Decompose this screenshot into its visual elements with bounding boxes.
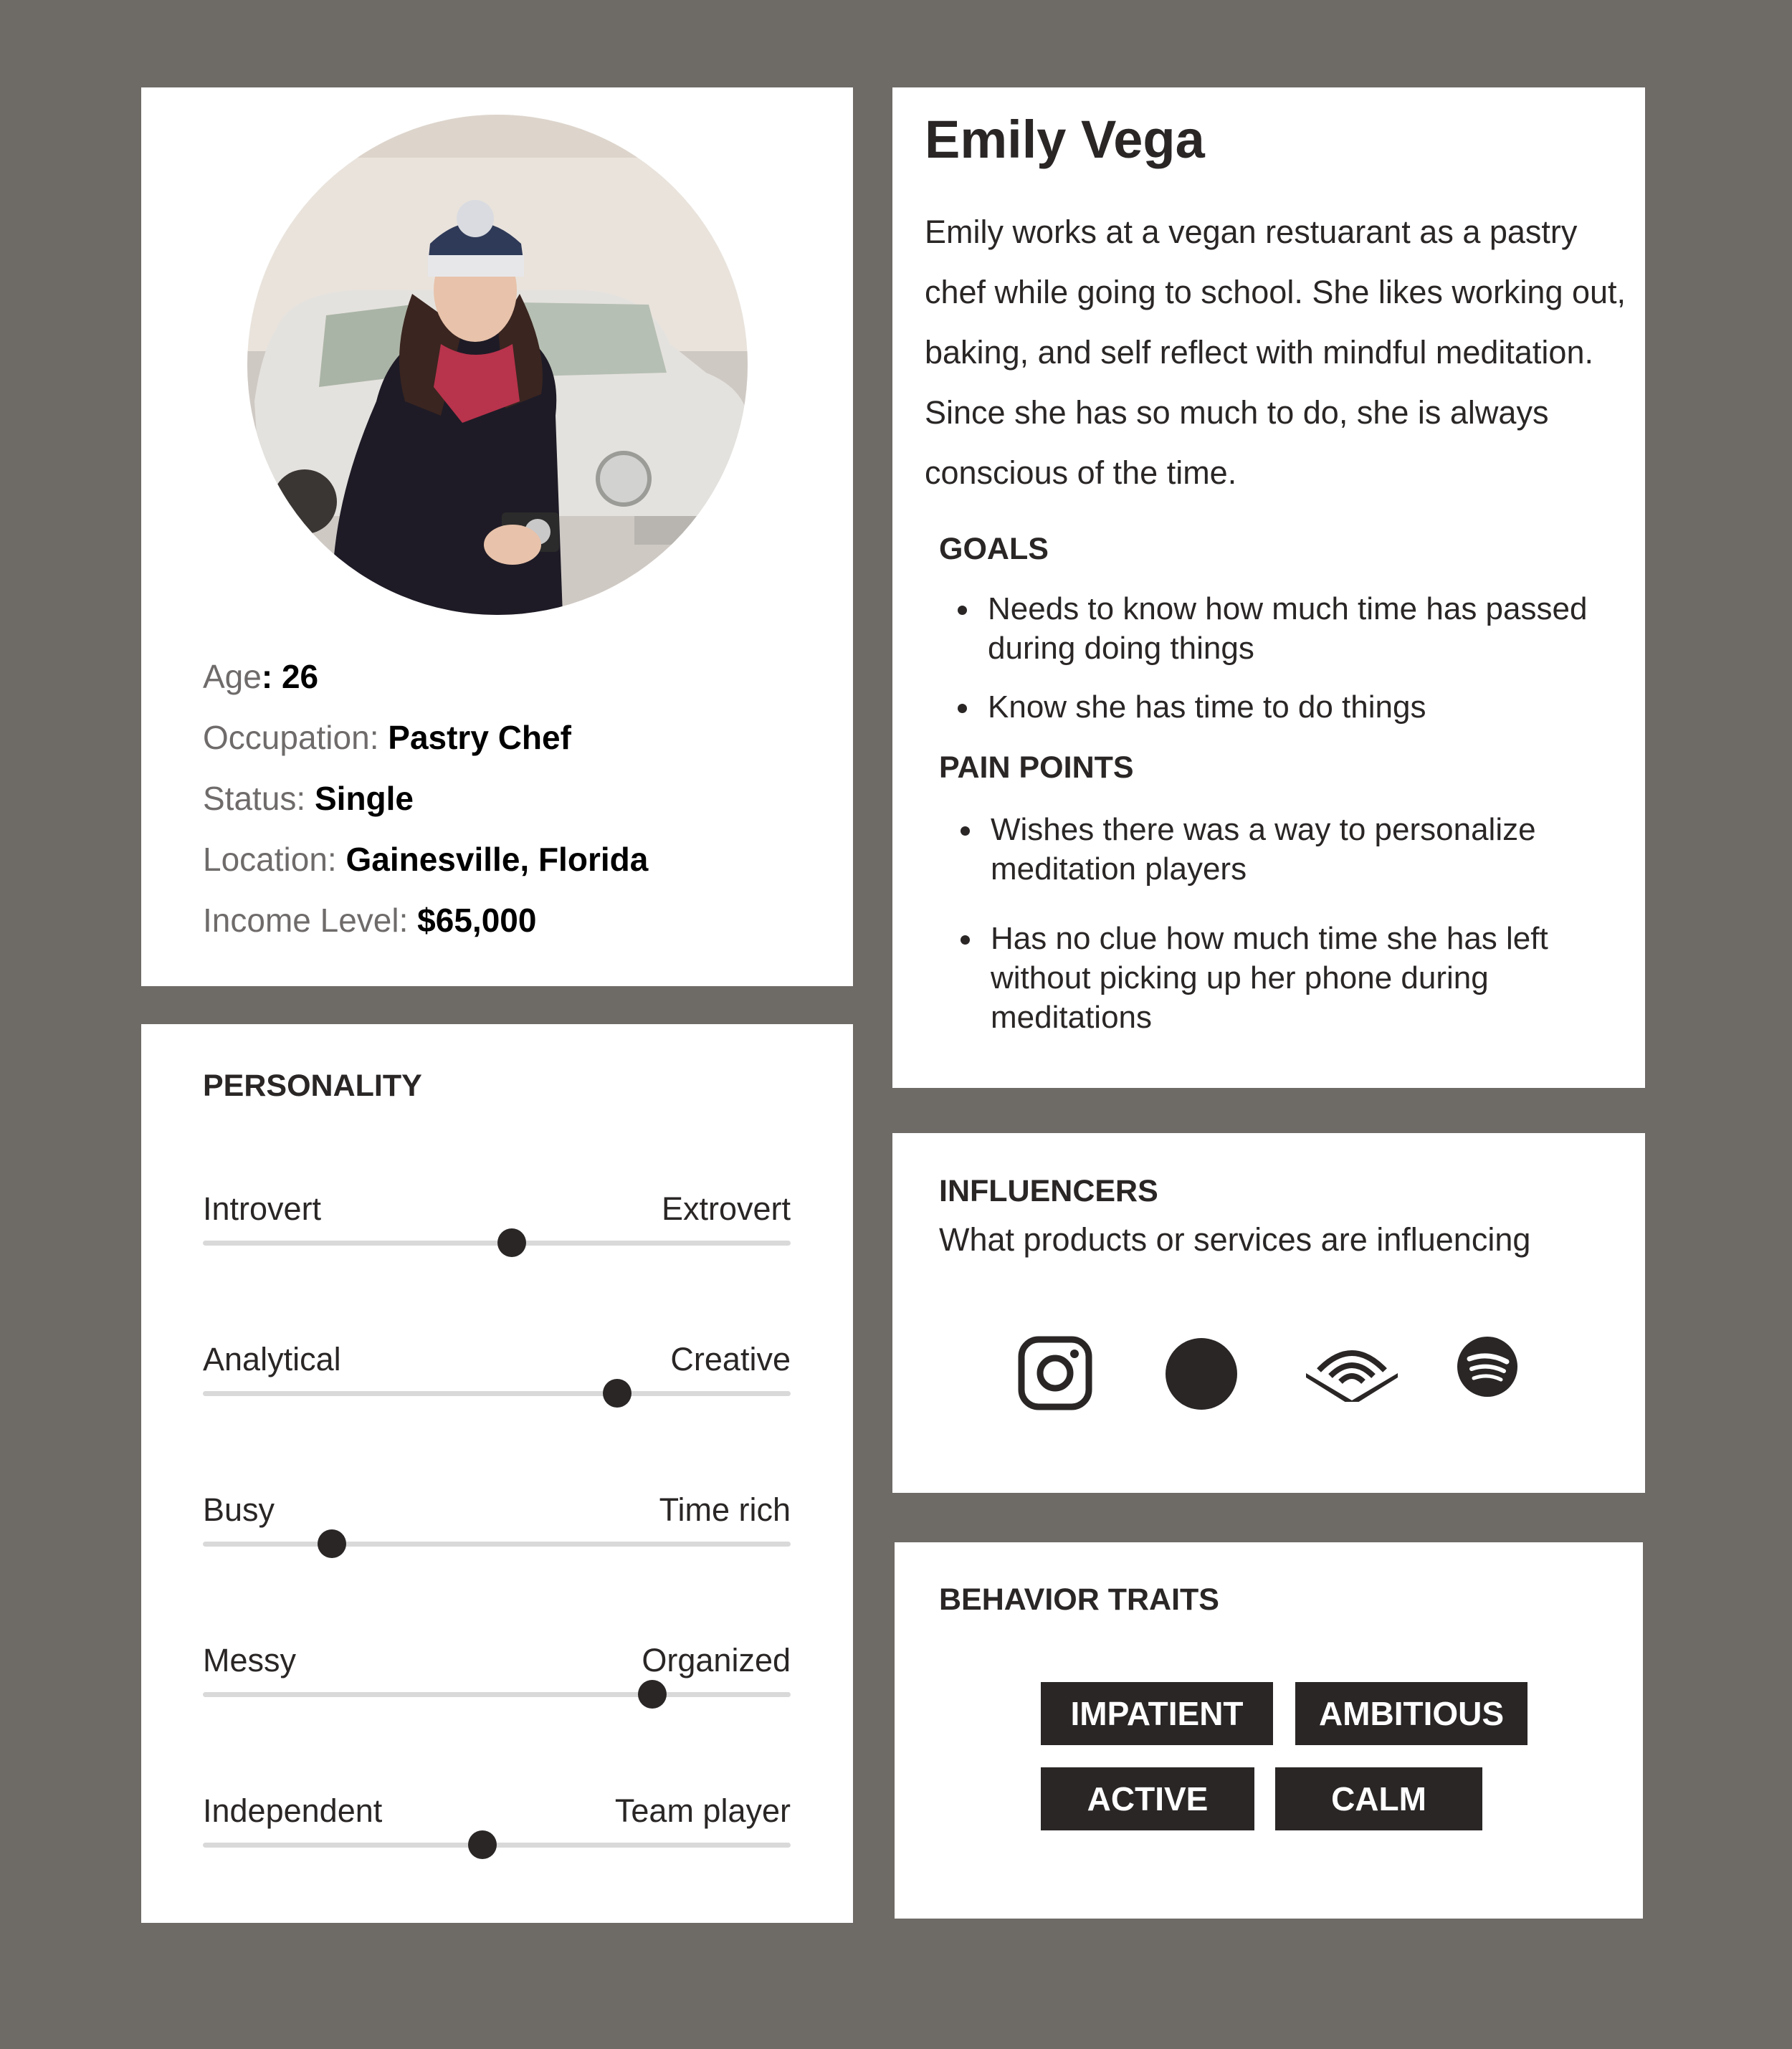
fact-label: Location [203, 841, 328, 878]
personality-title: PERSONALITY [203, 1069, 422, 1103]
slider-knob[interactable] [638, 1680, 667, 1709]
slider-analytical-creative[interactable] [203, 1341, 791, 1413]
fact-label: Status [203, 780, 297, 817]
influencers-card [892, 1133, 1645, 1493]
slider-left-label: Independent [203, 1792, 383, 1829]
behavior-traits-title: BEHAVIOR TRAITS [939, 1582, 1219, 1617]
personality-card [141, 1024, 853, 1923]
fact-value: 26 [281, 658, 319, 695]
slider-busy-time-rich[interactable] [203, 1491, 791, 1563]
slider-knob[interactable] [603, 1379, 632, 1408]
bio-card [892, 87, 1645, 1088]
goal-item: Needs to know how much time has passed during doing things [988, 589, 1604, 668]
fact-separator: : [296, 780, 315, 817]
trait-tag: ACTIVE [1041, 1767, 1254, 1830]
slider-left-label: Analytical [203, 1341, 341, 1377]
fact-separator: : [369, 719, 389, 756]
profile-card [141, 87, 853, 986]
fact-value: Single [314, 780, 414, 817]
fact-separator: : [327, 841, 346, 878]
slider-right-label: Extrovert [661, 1190, 791, 1227]
pain-points-list [991, 810, 1621, 1037]
slider-right-label: Team player [614, 1792, 791, 1829]
goals-list [988, 589, 1604, 727]
slider-left-label: Introvert [203, 1190, 322, 1227]
fact-separator: : [399, 902, 418, 939]
persona-name: Emily Vega [925, 110, 1205, 169]
slider-knob[interactable] [497, 1228, 526, 1257]
slider-messy-organized[interactable] [203, 1642, 791, 1714]
goal-item: Know she has time to do things [988, 687, 1604, 727]
pain-point-item: Wishes there was a way to personalize meditation players [991, 810, 1621, 889]
slider-track[interactable] [203, 1542, 791, 1547]
fact-label: Age [203, 658, 262, 695]
profile-photo [247, 115, 748, 615]
influencers-title: INFLUENCERS [939, 1174, 1158, 1208]
behavior-traits-card [895, 1542, 1643, 1919]
trait-tag: IMPATIENT [1041, 1682, 1273, 1745]
slider-track[interactable] [203, 1843, 791, 1848]
slider-track[interactable] [203, 1241, 791, 1246]
audible-icon[interactable] [1305, 1344, 1399, 1402]
circle-app-icon[interactable] [1165, 1337, 1238, 1410]
slider-left-label: Messy [203, 1642, 297, 1678]
fact-occupation [203, 707, 648, 768]
slider-knob[interactable] [468, 1830, 497, 1859]
slider-introvert-extrovert[interactable] [203, 1190, 791, 1262]
fact-age [203, 646, 648, 707]
slider-track[interactable] [203, 1391, 791, 1396]
fact-label: Income Level [203, 902, 399, 939]
slider-independent-team-player[interactable] [203, 1792, 791, 1864]
fact-value: $65,000 [417, 902, 537, 939]
spotify-icon[interactable] [1457, 1336, 1518, 1398]
profile-facts [203, 646, 648, 951]
slider-right-label: Creative [670, 1341, 791, 1377]
profile-photo-illustration [247, 115, 748, 615]
slider-right-label: Time rich [659, 1491, 791, 1528]
goals-title: GOALS [939, 532, 1049, 566]
pain-points-title: PAIN POINTS [939, 750, 1134, 785]
fact-value: Pastry Chef [388, 719, 571, 756]
bio-text: Emily works at a vegan restuarant as a pastry chef while going to school. She likes working out, baking, and self reflect with mindful meditation. Since she has so much to do, she is always conscious of the time. [925, 214, 1626, 491]
fact-status [203, 768, 648, 829]
slider-knob[interactable] [318, 1529, 346, 1558]
fact-separator: : [261, 658, 282, 695]
trait-tag: AMBITIOUS [1295, 1682, 1528, 1745]
fact-value: Gainesville, Florida [345, 841, 649, 878]
slider-right-label: Organized [642, 1642, 791, 1678]
slider-left-label: Busy [203, 1491, 275, 1528]
trait-tag: CALM [1275, 1767, 1482, 1830]
fact-label: Occupation [203, 719, 370, 756]
fact-location [203, 829, 648, 890]
fact-income [203, 890, 648, 951]
slider-track[interactable] [203, 1692, 791, 1697]
influencers-subtitle: What products or services are influencing [939, 1221, 1531, 1258]
pain-point-item: Has no clue how much time she has left without picking up her phone during meditations [991, 919, 1621, 1037]
instagram-icon[interactable] [1018, 1336, 1092, 1410]
